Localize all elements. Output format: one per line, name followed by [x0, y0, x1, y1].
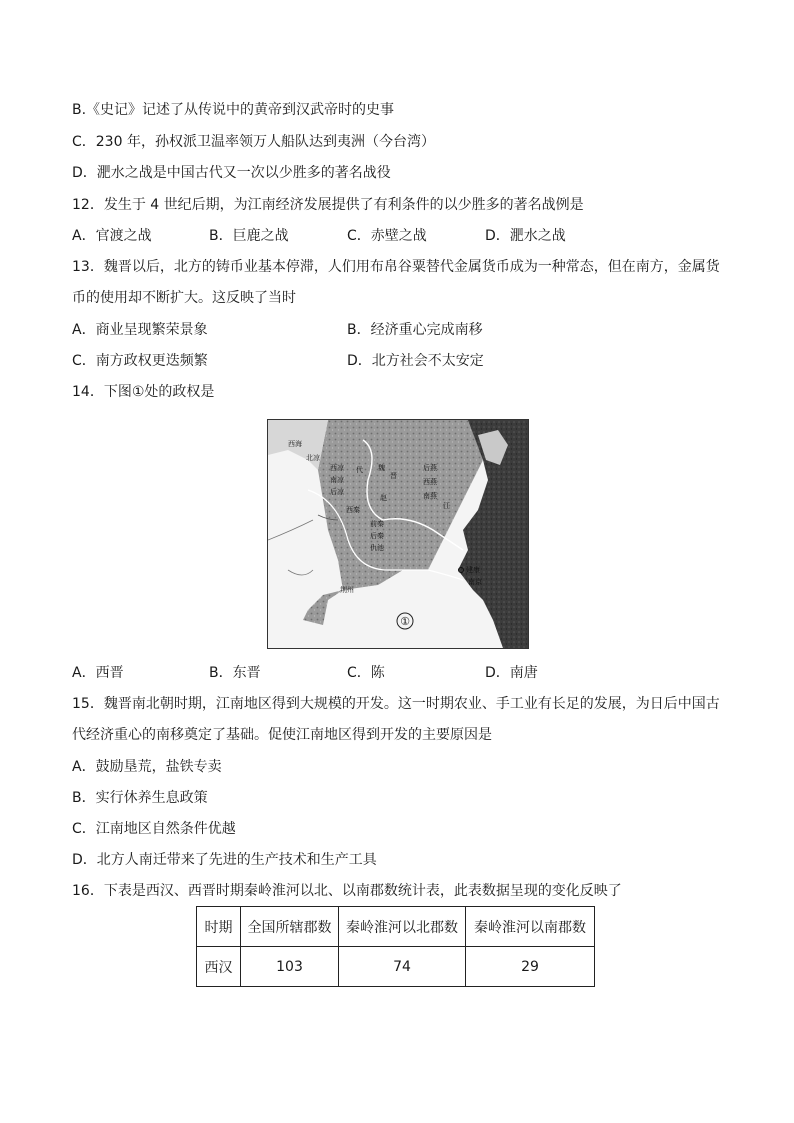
map-label: 北凉	[306, 454, 320, 462]
map-label: 江	[443, 502, 450, 510]
stats-table	[196, 906, 595, 987]
map-label: 魏	[378, 464, 385, 472]
map-label: 西凉	[330, 464, 344, 472]
q13-option-d: D．北方社会不太安定	[347, 353, 484, 369]
map-label: 前秦	[370, 520, 384, 528]
q14-option-a: A．西晋	[72, 665, 124, 681]
option-line: C．230 年，孙权派卫温率领万人船队达到夷洲（今台湾）	[72, 134, 435, 150]
q14-option-c: C．陈	[347, 665, 385, 681]
q14-option-d: D．南唐	[485, 665, 538, 681]
question-13-line2: 币的使用却不断扩大。这反映了当时	[72, 290, 296, 306]
map-label: 荆州	[340, 586, 354, 594]
map-label: 后秦	[370, 532, 384, 540]
map-label: 仇池	[370, 544, 384, 552]
table-header-cell: 全国所辖郡数	[241, 907, 339, 947]
table-row	[197, 947, 595, 987]
table-cell: 74	[339, 947, 466, 987]
question-15-line1: 15．魏晋南北朝时期，江南地区得到大规模的开发。这一时期农业、手工业有长足的发展，为日后中国古	[72, 696, 720, 712]
option-line: B.《史记》记述了从传说中的黄帝到汉武帝时的史事	[72, 102, 395, 118]
question-13-line1: 13．魏晋以后，北方的铸币业基本停滞，人们用布帛谷粟替代金属货币成为一种常态，但在南方，金属货	[72, 259, 720, 275]
map-label: 西海	[288, 440, 302, 448]
q13-option-b: B．经济重心完成南移	[347, 322, 483, 338]
map-label: 赵	[380, 494, 387, 502]
table-cell: 西汉	[197, 947, 241, 987]
table-cell: 103	[241, 947, 339, 987]
map-marker-1: ①	[400, 615, 410, 628]
q12-option-d: D．淝水之战	[485, 228, 566, 244]
map-label: 南凉	[330, 476, 344, 484]
map-label: 晋	[390, 472, 397, 480]
table-header-cell: 秦岭淮河以南郡数	[466, 907, 595, 947]
table-header-cell: 时期	[197, 907, 241, 947]
q15-option-d: D．北方人南迁带来了先进的生产技术和生产工具	[72, 852, 377, 868]
historical-map	[267, 419, 529, 649]
q13-option-a: A．商业呈现繁荣景象	[72, 322, 208, 338]
option-line: D．淝水之战是中国古代又一次以少胜多的著名战役	[72, 165, 391, 181]
q12-option-a: A．官渡之战	[72, 228, 152, 244]
table-header-cell: 秦岭淮河以北郡数	[339, 907, 466, 947]
table-cell: 29	[466, 947, 595, 987]
question-14: 14．下图①处的政权是	[72, 384, 215, 400]
q12-option-c: C．赤壁之战	[347, 228, 427, 244]
map-label: 西秦	[346, 506, 360, 514]
map-label: 后凉	[330, 488, 344, 496]
table-header-row	[197, 907, 595, 947]
question-12: 12．发生于 4 世纪后期，为江南经济发展提供了有利条件的以少胜多的著名战例是	[72, 197, 584, 213]
map-label: 后燕	[423, 464, 437, 472]
map-label: 建康	[466, 566, 480, 574]
q12-option-b: B．巨鹿之战	[209, 228, 289, 244]
q15-option-b: B．实行休养生息政策	[72, 790, 208, 806]
q13-option-c: C．南方政权更迭频繁	[72, 353, 208, 369]
map-label: 代	[356, 466, 363, 474]
map-label: 南京	[468, 578, 482, 586]
question-15-line2: 代经济重心的南移奠定了基础。促使江南地区得到开发的主要原因是	[72, 727, 492, 743]
q14-option-b: B．东晋	[209, 665, 261, 681]
q15-option-c: C．江南地区自然条件优越	[72, 821, 236, 837]
map-label: 南燕	[423, 492, 437, 500]
question-16: 16．下表是西汉、西晋时期秦岭淮河以北、以南郡数统计表，此表数据呈现的变化反映了	[72, 883, 622, 899]
map-label: 西燕	[423, 478, 437, 486]
q15-option-a: A．鼓励垦荒，盐铁专卖	[72, 759, 222, 775]
